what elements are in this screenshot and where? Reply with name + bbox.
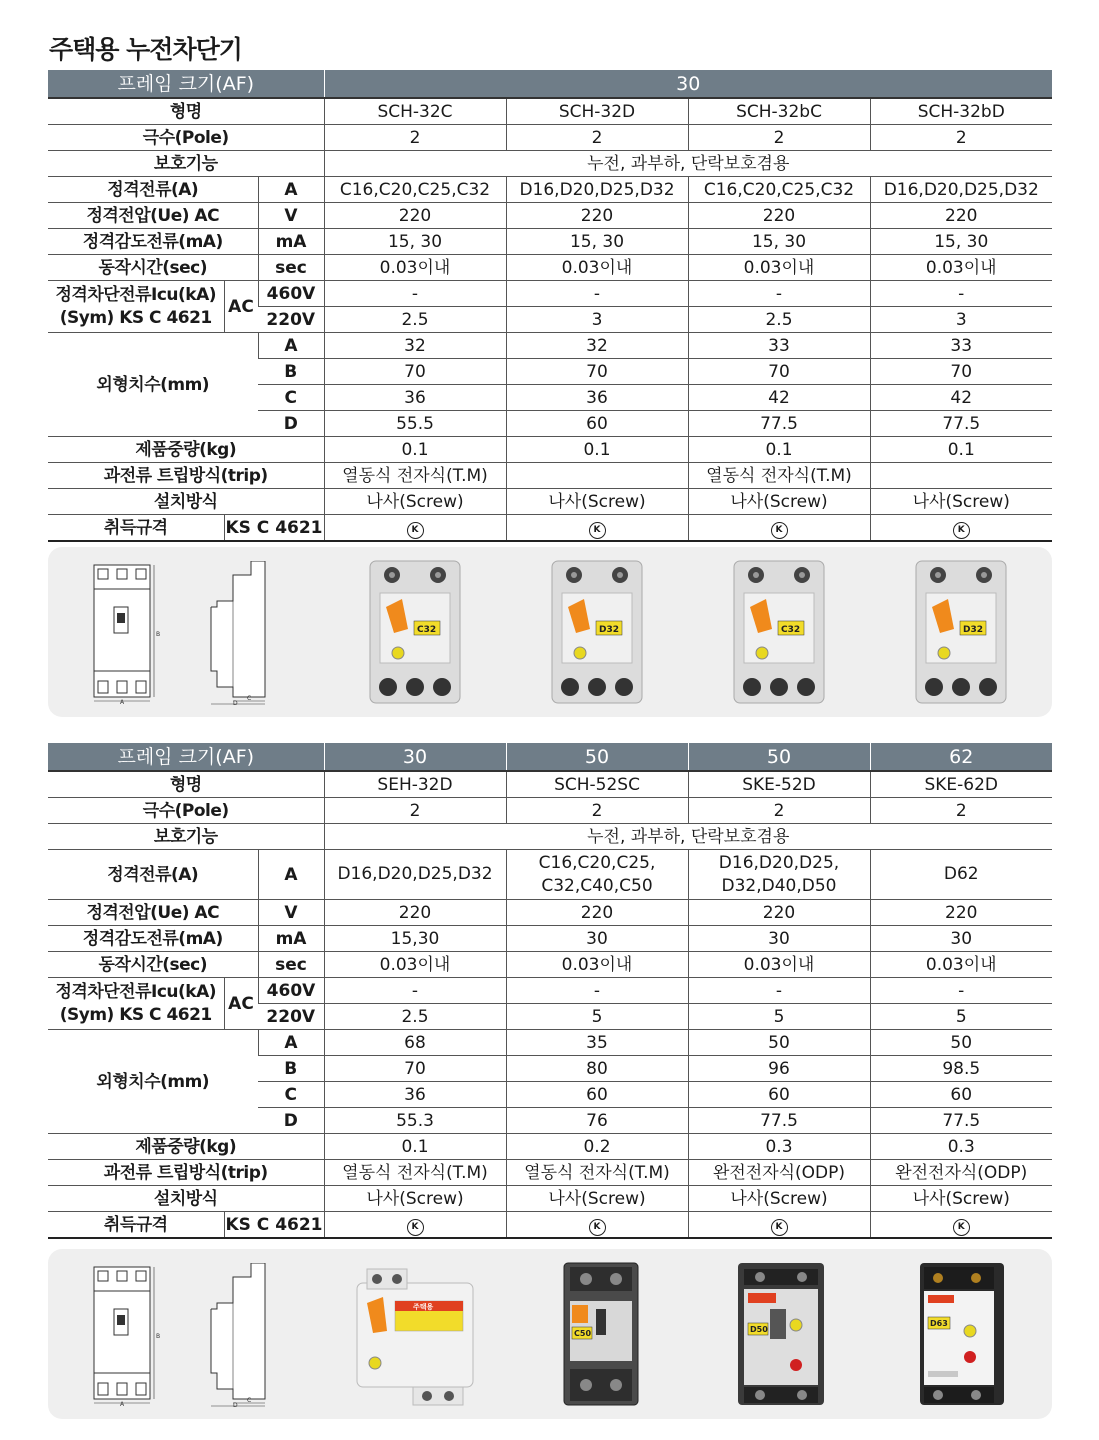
cell: 2 <box>506 125 688 151</box>
dim-label-d: D <box>233 1402 238 1407</box>
cell: 220 <box>688 900 870 926</box>
product-photo-strip-2 <box>48 1249 1052 1419</box>
cell: 220 <box>506 203 688 229</box>
cell: 36 <box>324 1082 506 1108</box>
cell <box>324 1212 506 1239</box>
unit: D <box>258 1108 324 1134</box>
ks-mark-icon: K <box>407 522 424 539</box>
cell: 0.1 <box>870 437 1052 463</box>
ac-label: AC <box>224 978 258 1030</box>
ks-mark-icon: K <box>771 1219 788 1236</box>
cell: 50 <box>870 1030 1052 1056</box>
cell: 나사(Screw) <box>870 1186 1052 1212</box>
cell: 50 <box>506 743 688 771</box>
ks-mark-icon: K <box>589 522 606 539</box>
table-row <box>48 125 1052 151</box>
breaker-rating-label: C32 <box>781 625 801 635</box>
cell: D16,D20,D25,D32 <box>870 177 1052 203</box>
cell: 나사(Screw) <box>688 1186 870 1212</box>
cell: 35 <box>506 1030 688 1056</box>
cell: 220 <box>870 203 1052 229</box>
dimension-label: 외형치수(mm) <box>48 333 258 437</box>
cell: 0.03이내 <box>506 255 688 281</box>
cell: C16,C20,C25,C32 <box>324 177 506 203</box>
spec-table-2 <box>48 743 1052 1239</box>
cell: 0.1 <box>506 437 688 463</box>
cell: 32 <box>324 333 506 359</box>
cell: 70 <box>324 359 506 385</box>
cell: 열동식 전자식(T.M) <box>324 1160 506 1186</box>
cell: 0.03이내 <box>870 255 1052 281</box>
unit: 460V <box>258 978 324 1004</box>
unit: C <box>258 1082 324 1108</box>
cell: 2 <box>688 798 870 824</box>
cell: 나사(Screw) <box>870 489 1052 515</box>
cell: 0.03이내 <box>506 952 688 978</box>
breaker-photo-seh-32d <box>353 1261 477 1407</box>
front-dimension-drawing <box>90 561 162 705</box>
ks-mark-icon: K <box>407 1219 424 1236</box>
rated-current-label: 정격전류(A) <box>48 177 258 203</box>
cell: 2 <box>506 798 688 824</box>
cell: SEH-32D <box>324 771 506 798</box>
ks-mark-icon: K <box>589 1219 606 1236</box>
table-row <box>48 437 1052 463</box>
cell: D16,D20,D25,D32 <box>324 850 506 900</box>
table-row <box>48 952 1052 978</box>
cell: 15, 30 <box>870 229 1052 255</box>
cell: 70 <box>870 359 1052 385</box>
unit: 220V <box>258 307 324 333</box>
cell: 0.03이내 <box>324 952 506 978</box>
cell: 30 <box>870 926 1052 952</box>
breaker-photo-sch-32bd <box>914 559 1008 705</box>
cell: - <box>506 978 688 1004</box>
cell: 2 <box>324 125 506 151</box>
cell <box>870 463 1052 489</box>
unit: B <box>258 359 324 385</box>
rated-current-label: 정격전류(A) <box>48 850 258 900</box>
table-row <box>48 1134 1052 1160</box>
unit: A <box>258 177 324 203</box>
protection-value: 누전, 과부하, 단락보호겸용 <box>324 824 1052 850</box>
cell: - <box>870 281 1052 307</box>
breaker-rating-label: D32 <box>599 625 619 635</box>
install-label: 설치방식 <box>48 1186 324 1212</box>
cell: 32 <box>506 333 688 359</box>
table-row <box>48 1186 1052 1212</box>
table-row <box>48 824 1052 850</box>
cell: SCH-32D <box>506 98 688 125</box>
unit: V <box>258 900 324 926</box>
cell: - <box>506 281 688 307</box>
cell: 0.1 <box>688 437 870 463</box>
breaking-label-line2: (Sym) KS C 4621 <box>59 307 212 328</box>
cell: 36 <box>506 385 688 411</box>
cell: 나사(Screw) <box>506 1186 688 1212</box>
cell: 2.5 <box>324 1004 506 1030</box>
cell: 0.1 <box>324 437 506 463</box>
cell: 5 <box>870 1004 1052 1030</box>
cell: 220 <box>324 900 506 926</box>
unit: 220V <box>258 1004 324 1030</box>
cell: SKE-52D <box>688 771 870 798</box>
cell: 30 <box>324 743 506 771</box>
table-row <box>48 281 1052 307</box>
page-title: 주택용 누전차단기 <box>49 35 242 64</box>
cell: 33 <box>870 333 1052 359</box>
table-row <box>48 1030 1052 1056</box>
ac-label: AC <box>224 281 258 333</box>
breaker-rating-label: D32 <box>963 625 983 635</box>
frame-size-label: 프레임 크기(AF) <box>48 70 324 98</box>
unit: A <box>258 850 324 900</box>
cell: 42 <box>688 385 870 411</box>
cell: 98.5 <box>870 1056 1052 1082</box>
table-row <box>48 926 1052 952</box>
sensitivity-label: 정격감도전류(mA) <box>48 229 258 255</box>
breaking-capacity-label <box>48 281 224 333</box>
table-row <box>48 743 1052 771</box>
cell: 60 <box>870 1082 1052 1108</box>
table-row <box>48 1160 1052 1186</box>
dim-label-d: D <box>233 700 238 705</box>
operating-time-label: 동작시간(sec) <box>48 255 258 281</box>
rated-voltage-label: 정격전압(Ue) AC <box>48 900 258 926</box>
cell: 42 <box>870 385 1052 411</box>
cell: 0.03이내 <box>324 255 506 281</box>
cell: - <box>324 978 506 1004</box>
unit: sec <box>258 952 324 978</box>
cell: SCH-32C <box>324 98 506 125</box>
cell: 0.03이내 <box>688 255 870 281</box>
cell: 50 <box>688 743 870 771</box>
table-row <box>48 98 1052 125</box>
unit: mA <box>258 926 324 952</box>
pole-label: 극수(Pole) <box>48 125 324 151</box>
cell: 3 <box>506 307 688 333</box>
table-row <box>48 1212 1052 1239</box>
cell: 62 <box>870 743 1052 771</box>
cell: C16,C20,C25, C32,C40,C50 <box>506 850 688 900</box>
breaking-label-line2: (Sym) KS C 4621 <box>59 1004 212 1025</box>
dim-label-c: C <box>247 695 252 702</box>
dim-label-b: B <box>156 631 161 638</box>
table-row <box>48 203 1052 229</box>
cell: - <box>688 281 870 307</box>
cell: 5 <box>506 1004 688 1030</box>
cell: 55.5 <box>324 411 506 437</box>
cell: 77.5 <box>870 411 1052 437</box>
unit: 460V <box>258 281 324 307</box>
operating-time-label: 동작시간(sec) <box>48 952 258 978</box>
unit: mA <box>258 229 324 255</box>
trip-label: 과전류 트립방식(trip) <box>48 1160 324 1186</box>
cell <box>688 1212 870 1239</box>
weight-label: 제품중량(kg) <box>48 1134 324 1160</box>
cell <box>688 515 870 542</box>
table-row <box>48 463 1052 489</box>
cell: 33 <box>688 333 870 359</box>
cell: 77.5 <box>688 411 870 437</box>
cell: 15, 30 <box>506 229 688 255</box>
pole-label: 극수(Pole) <box>48 798 324 824</box>
cell: 76 <box>506 1108 688 1134</box>
cell: 0.3 <box>870 1134 1052 1160</box>
cell: 77.5 <box>870 1108 1052 1134</box>
install-label: 설치방식 <box>48 489 324 515</box>
cell: 완전전자식(ODP) <box>688 1160 870 1186</box>
cell: 60 <box>506 1082 688 1108</box>
breaker-rating-label: D50 <box>750 1325 768 1334</box>
cell: 36 <box>324 385 506 411</box>
protection-value: 누전, 과부하, 단락보호겸용 <box>324 151 1052 177</box>
breaker-photo-ske-62d <box>914 1261 1008 1407</box>
cert-standard: KS C 4621 <box>224 515 324 542</box>
breaker-rating-label: D63 <box>930 1319 948 1328</box>
frame-size-value: 30 <box>324 70 1052 98</box>
breaker-photo-sch-52sc <box>554 1261 648 1407</box>
cell: 0.2 <box>506 1134 688 1160</box>
breaking-label-line1: 정격차단전류Icu(kA) <box>55 284 217 305</box>
cell: 220 <box>870 900 1052 926</box>
cell: D62 <box>870 850 1052 900</box>
table-row <box>48 255 1052 281</box>
breaker-photo-ske-52d <box>734 1261 828 1407</box>
unit: D <box>258 411 324 437</box>
cell: 0.03이내 <box>688 952 870 978</box>
protection-label: 보호기능 <box>48 151 324 177</box>
cell: 2 <box>324 798 506 824</box>
table-row <box>48 771 1052 798</box>
ks-mark-icon: K <box>953 522 970 539</box>
table-row <box>48 333 1052 359</box>
table-row <box>48 177 1052 203</box>
cell: 70 <box>688 359 870 385</box>
unit: C <box>258 385 324 411</box>
cell: 220 <box>688 203 870 229</box>
cell: 220 <box>506 900 688 926</box>
table-row <box>48 850 1052 900</box>
cell: 열동식 전자식(T.M) <box>506 1160 688 1186</box>
breaking-capacity-label <box>48 978 224 1030</box>
cell: 30 <box>506 926 688 952</box>
cell: 77.5 <box>688 1108 870 1134</box>
ks-mark-icon: K <box>771 522 788 539</box>
cell: 2.5 <box>324 307 506 333</box>
dim-label-a: A <box>120 699 125 705</box>
cell: SKE-62D <box>870 771 1052 798</box>
cell <box>506 463 688 489</box>
cell: 5 <box>688 1004 870 1030</box>
unit: V <box>258 203 324 229</box>
cell: 0.03이내 <box>870 952 1052 978</box>
cell: 완전전자식(ODP) <box>870 1160 1052 1186</box>
cell: 열동식 전자식(T.M) <box>324 463 506 489</box>
breaker-rating-label: C50 <box>574 1329 592 1338</box>
cell: 55.3 <box>324 1108 506 1134</box>
dim-label-a: A <box>120 1401 125 1407</box>
unit: sec <box>258 255 324 281</box>
cell: 15, 30 <box>688 229 870 255</box>
table-row <box>48 798 1052 824</box>
cell: SCH-32bC <box>688 98 870 125</box>
breaker-rating-label: 주택용 <box>413 1303 434 1311</box>
cell: 나사(Screw) <box>506 489 688 515</box>
unit: A <box>258 1030 324 1056</box>
dimension-label: 외형치수(mm) <box>48 1030 258 1134</box>
sensitivity-label: 정격감도전류(mA) <box>48 926 258 952</box>
cell: 0.3 <box>688 1134 870 1160</box>
cell: 2.5 <box>688 307 870 333</box>
cell: 60 <box>688 1082 870 1108</box>
breaker-photo-sch-32d <box>550 559 644 705</box>
cert-label: 취득규격 <box>48 515 224 542</box>
front-dimension-drawing <box>90 1263 162 1407</box>
spec-table-1 <box>48 70 1052 542</box>
cell: D16,D20,D25, D32,D40,D50 <box>688 850 870 900</box>
cell: 15,30 <box>324 926 506 952</box>
cell: 68 <box>324 1030 506 1056</box>
cell: C16,C20,C25,C32 <box>688 177 870 203</box>
breaker-photo-sch-32c <box>368 559 462 705</box>
breaker-rating-label: C32 <box>417 625 437 635</box>
cell: - <box>324 281 506 307</box>
cell: 30 <box>688 926 870 952</box>
cert-label: 취득규격 <box>48 1212 224 1239</box>
dim-label-c: C <box>247 1397 252 1404</box>
model-label: 형명 <box>48 771 324 798</box>
table-row <box>48 70 1052 98</box>
unit: A <box>258 333 324 359</box>
cell: 2 <box>688 125 870 151</box>
cell <box>870 1212 1052 1239</box>
cell: 2 <box>870 125 1052 151</box>
cell <box>506 515 688 542</box>
breaker-photo-sch-32bc <box>732 559 826 705</box>
cell: 70 <box>506 359 688 385</box>
table-row <box>48 229 1052 255</box>
table-row <box>48 900 1052 926</box>
cell: 60 <box>506 411 688 437</box>
cell: 70 <box>324 1056 506 1082</box>
cell: D16,D20,D25,D32 <box>506 177 688 203</box>
cell: 0.1 <box>324 1134 506 1160</box>
cell: - <box>688 978 870 1004</box>
unit: B <box>258 1056 324 1082</box>
trip-label: 과전류 트립방식(trip) <box>48 463 324 489</box>
cell: 나사(Screw) <box>324 489 506 515</box>
cell: 80 <box>506 1056 688 1082</box>
cell <box>506 1212 688 1239</box>
product-photo-strip-1 <box>48 547 1052 717</box>
table-row <box>48 151 1052 177</box>
table-row <box>48 978 1052 1004</box>
cell: 50 <box>688 1030 870 1056</box>
cell: 220 <box>324 203 506 229</box>
cell: 15, 30 <box>324 229 506 255</box>
cert-standard: KS C 4621 <box>224 1212 324 1239</box>
cell: 3 <box>870 307 1052 333</box>
breaking-label-line1: 정격차단전류Icu(kA) <box>55 981 217 1002</box>
side-dimension-drawing <box>203 1263 283 1407</box>
cell: 나사(Screw) <box>324 1186 506 1212</box>
dim-label-b: B <box>156 1333 161 1340</box>
model-label: 형명 <box>48 98 324 125</box>
frame-size-label: 프레임 크기(AF) <box>48 743 324 771</box>
side-dimension-drawing <box>203 561 283 705</box>
cell: SCH-32bD <box>870 98 1052 125</box>
cell <box>870 515 1052 542</box>
cell: 96 <box>688 1056 870 1082</box>
cell: SCH-52SC <box>506 771 688 798</box>
weight-label: 제품중량(kg) <box>48 437 324 463</box>
table-row <box>48 489 1052 515</box>
protection-label: 보호기능 <box>48 824 324 850</box>
cell <box>324 515 506 542</box>
cell: 2 <box>870 798 1052 824</box>
cell: 나사(Screw) <box>688 489 870 515</box>
cell: - <box>870 978 1052 1004</box>
cell: 열동식 전자식(T.M) <box>688 463 870 489</box>
rated-voltage-label: 정격전압(Ue) AC <box>48 203 258 229</box>
ks-mark-icon: K <box>953 1219 970 1236</box>
table-row <box>48 515 1052 542</box>
